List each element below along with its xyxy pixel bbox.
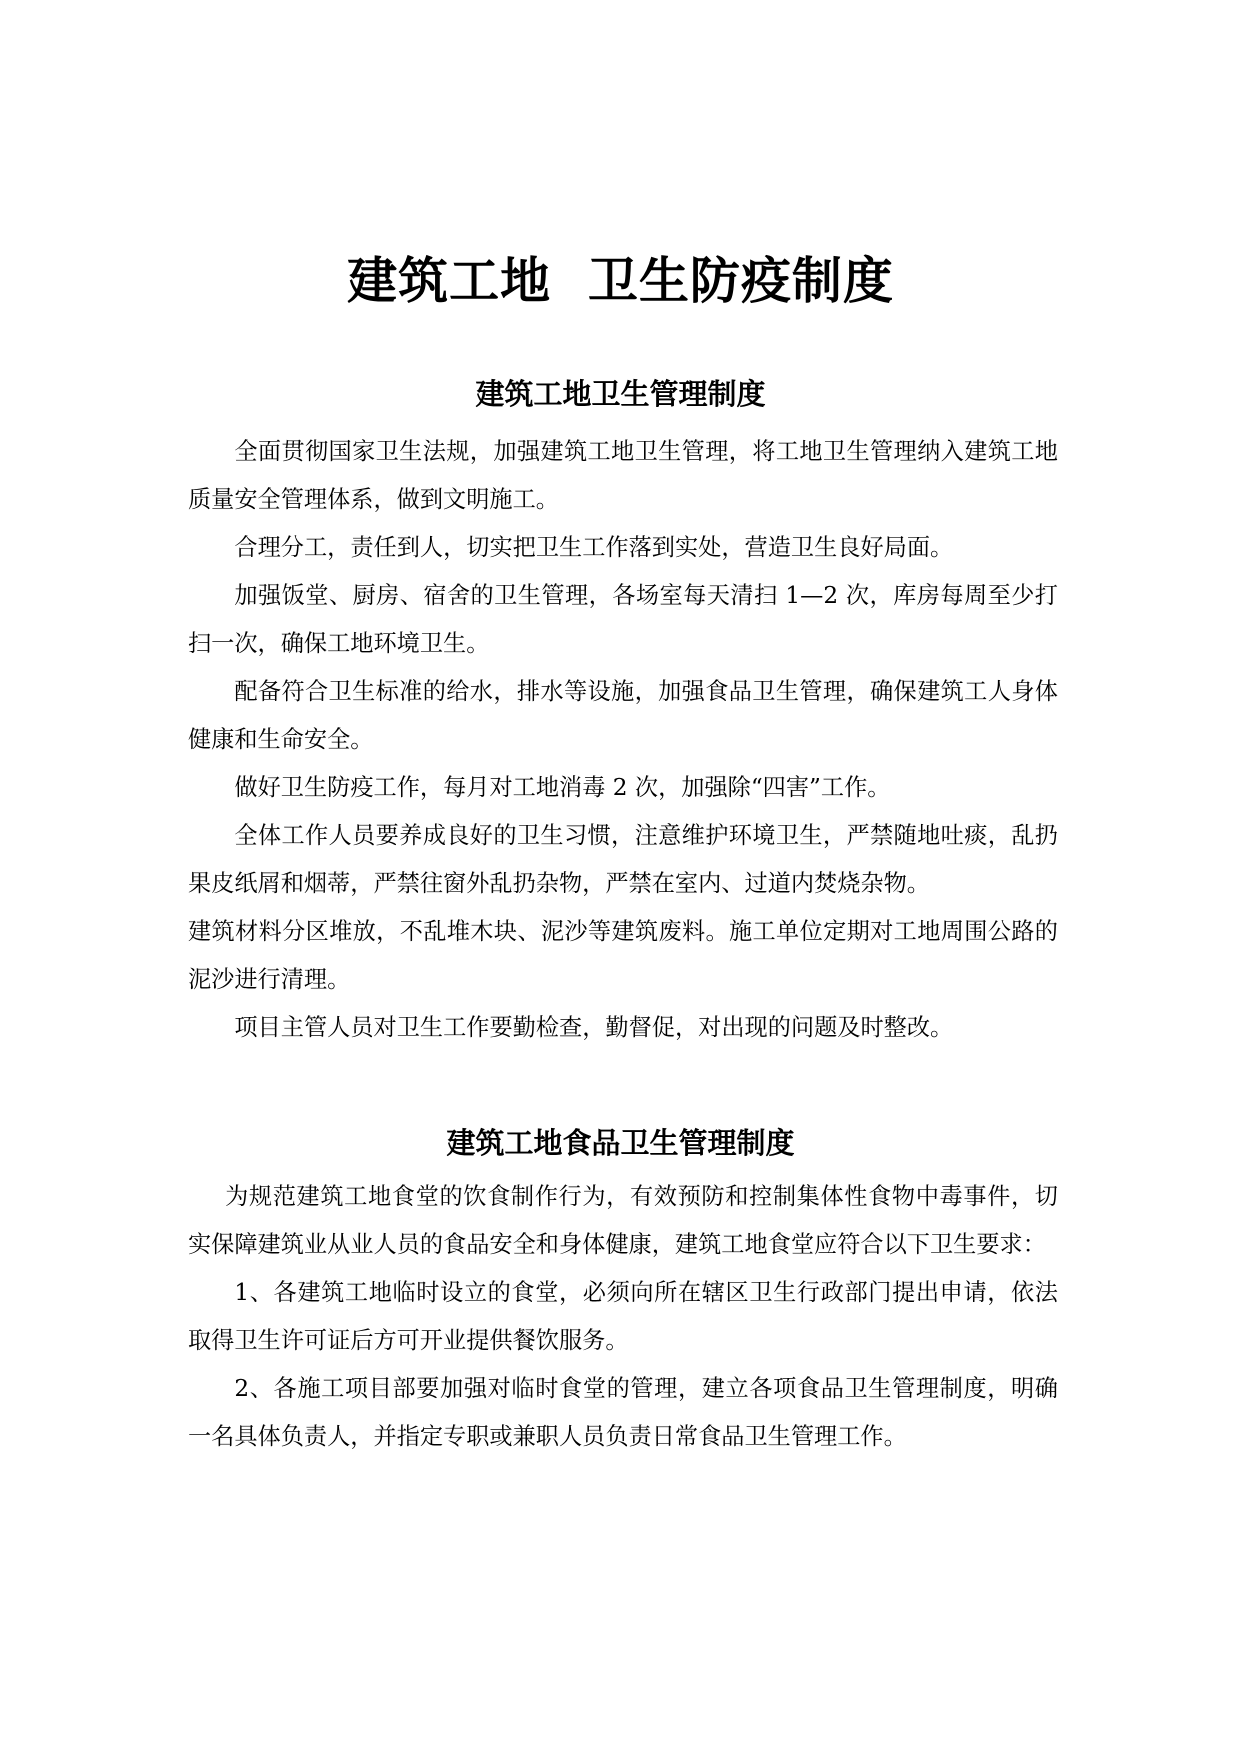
section-body-hygiene-management — [188, 428, 1058, 1052]
section-title-hygiene-management: 建筑工地卫生管理制度 — [475, 377, 766, 411]
paragraph: 合理分工，责任到人，切实把卫生工作落到实处，营造卫生良好局面。 — [234, 534, 954, 561]
paragraph: 全面贯彻国家卫生法规，加强建筑工地卫生管理，将工地卫生管理纳入建筑工地质量安全管理体系，做到文明施工。 — [188, 438, 1058, 513]
section-title-food-hygiene: 建筑工地食品卫生管理制度 — [446, 1126, 795, 1160]
paragraph: 1、各建筑工地临时设立的食堂，必须向所在辖区卫生行政部门提出申请，依法取得卫生许可证后方可开业提供餐饮服务。 — [188, 1279, 1058, 1354]
section-body-food-hygiene — [188, 1173, 1058, 1461]
paragraph: 配备符合卫生标准的给水，排水等设施，加强食品卫生管理，确保建筑工人身体健康和生命安全。 — [188, 678, 1058, 753]
paragraph: 建筑材料分区堆放，不乱堆木块、泥沙等建筑废料。施工单位定期对工地周围公路的泥沙进行清理。 — [188, 918, 1058, 993]
paragraph: 全体工作人员要养成良好的卫生习惯，注意维护环境卫生，严禁随地吐痰，乱扔果皮纸屑和烟蒂，严禁往窗外乱扔杂物，严禁在室内、过道内焚烧杂物。 — [188, 822, 1058, 897]
paragraph: 加强饭堂、厨房、宿舍的卫生管理，各场室每天清扫 1—2 次，库房每周至少打扫一次，确保工地环境卫生。 — [188, 582, 1058, 657]
paragraph: 项目主管人员对卫生工作要勤检查，勤督促，对出现的问题及时整改。 — [234, 1014, 954, 1041]
paragraph: 做好卫生防疫工作，每月对工地消毒 2 次，加强除“四害”工作。 — [234, 774, 891, 801]
page-title: 建筑工地 卫生防疫制度 — [347, 251, 894, 310]
paragraph: 为规范建筑工地食堂的饮食制作行为，有效预防和控制集体性食物中毒事件，切实保障建筑业从业人员的食品安全和身体健康，建筑工地食堂应符合以下卫生要求： — [188, 1183, 1058, 1258]
paragraph: 2、各施工项目部要加强对临时食堂的管理，建立各项食品卫生管理制度，明确一名具体负责人，并指定专职或兼职人员负责日常食品卫生管理工作。 — [188, 1375, 1058, 1450]
